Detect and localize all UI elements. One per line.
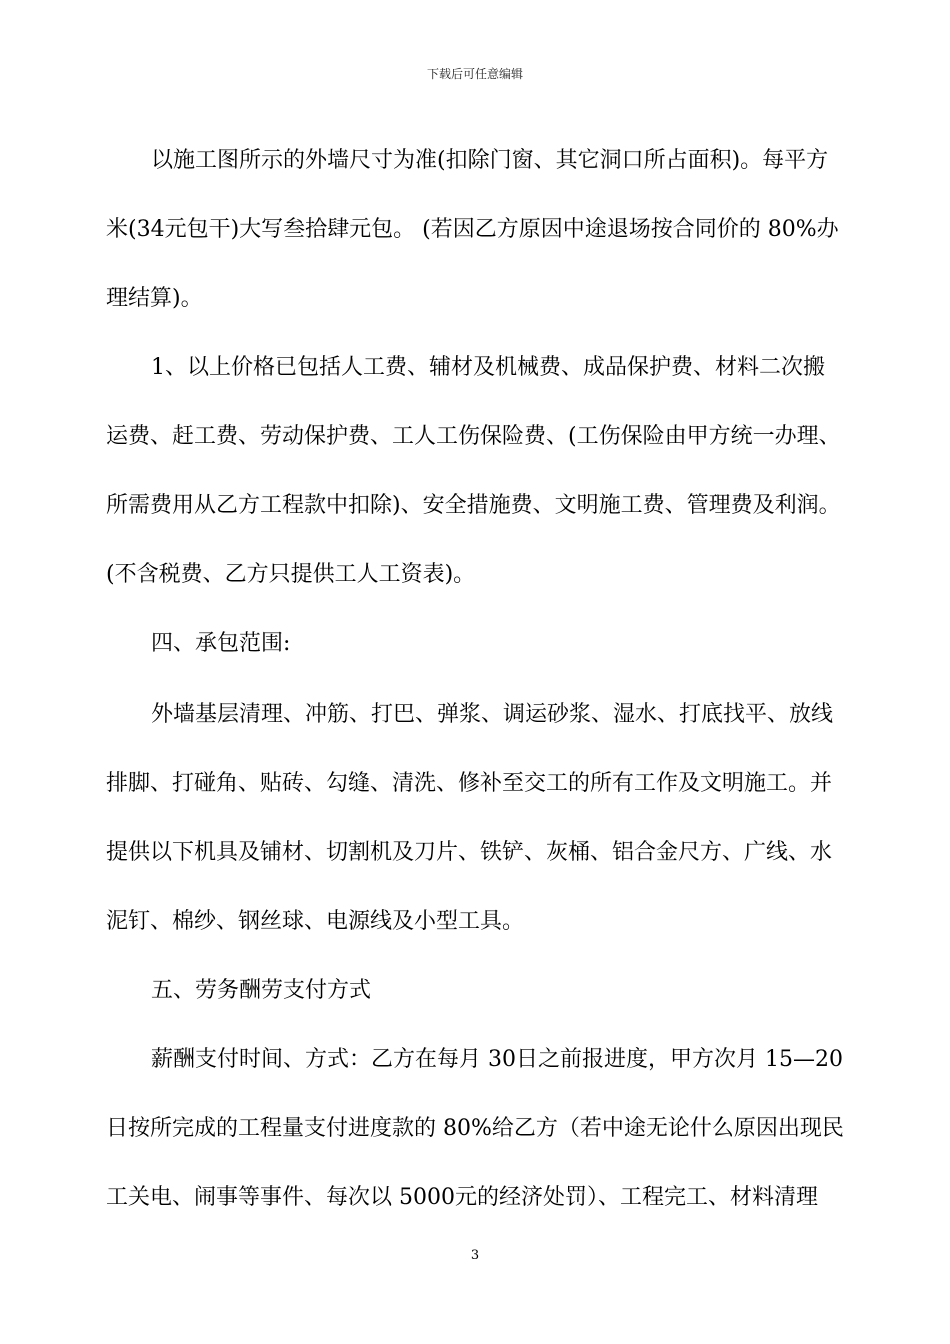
paragraph-line: 排脚、打碰角、贴砖、勾缝、清洗、修补至交工的所有工作及文明施工。并 <box>106 771 833 796</box>
paragraph-line: 提供以下机具及铺材、切割机及刀片、铁铲、灰桶、铝合金尺方、广线、水 <box>106 840 833 865</box>
paragraph-line: 以施工图所示的外墙尺寸为准(扣除门窗、其它洞口所占面积)。每平方 <box>151 148 829 173</box>
paragraph-line: 米(34元包干)大写叁拾肆元包。 (若因乙方原因中途退场按合同价的 80%办 <box>106 217 839 242</box>
page-number: 3 <box>470 1248 480 1263</box>
paragraph-line: 运费、赶工费、劳动保护费、工人工伤保险费、(工伤保险由甲方统一办理、 <box>106 424 841 449</box>
paragraph-line: (不含税费、乙方只提供工人工资表)。 <box>106 562 476 587</box>
section-heading: 五、劳务酬劳支付方式 <box>151 978 372 1003</box>
paragraph-line: 所需费用从乙方工程款中扣除)、安全措施费、文明施工费、管理费及利润。 <box>106 493 841 518</box>
section-heading: 四、承包范围: <box>151 631 291 656</box>
paragraph-line: 薪酬支付时间、方式：乙方在每月 30日之前报进度，甲方次月 15—20 <box>151 1047 843 1072</box>
paragraph-line: 1、以上价格已包括人工费、辅材及机械费、成品保护费、材料二次搬 <box>151 355 825 380</box>
page-header: 下载后可任意编辑 <box>426 67 523 81</box>
paragraph-line: 日按所完成的工程量支付进度款的 80%给乙方（若中途无论什么原因出现民 <box>106 1116 844 1141</box>
paragraph-line: 工关电、闹事等事件、每次以 5000元的经济处罚）、工程完工、材料清理 <box>106 1185 818 1210</box>
paragraph-line: 理结算)。 <box>106 286 203 311</box>
paragraph-line: 外墙基层清理、冲筋、打巴、弹浆、调运砂浆、湿水、打底找平、放线 <box>151 702 834 727</box>
paragraph-line: 泥钉、棉纱、钢丝球、电源线及小型工具。 <box>106 909 525 934</box>
